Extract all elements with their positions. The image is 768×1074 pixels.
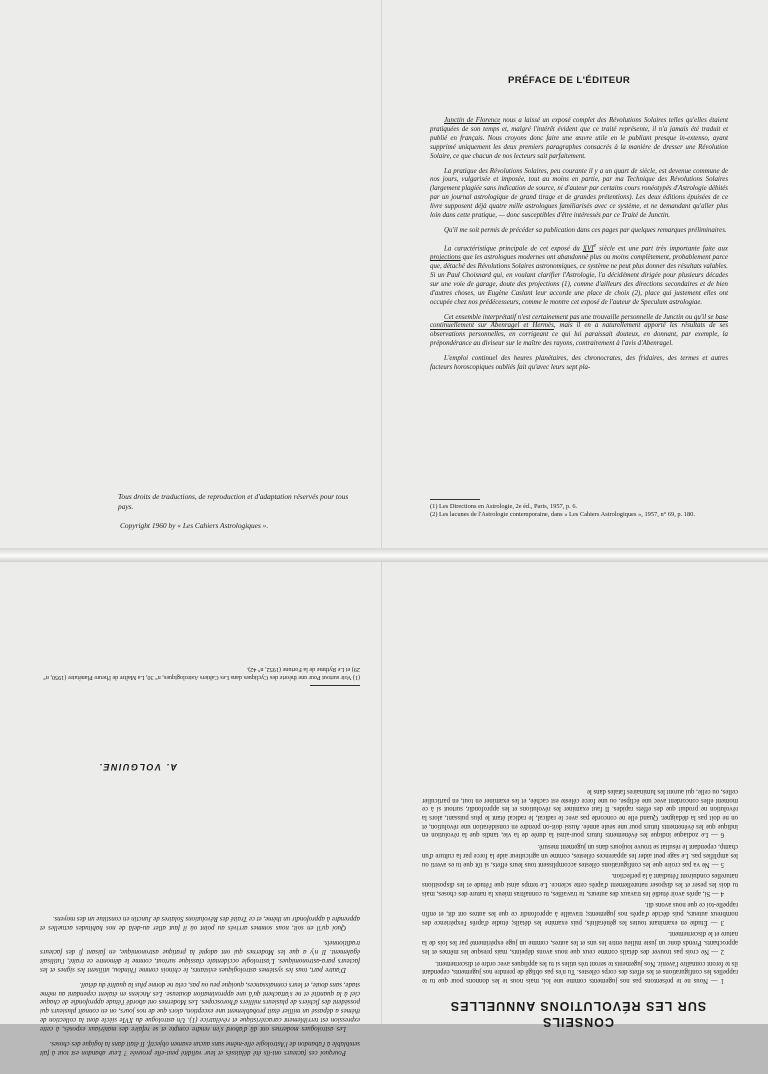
rule-paragraph: 4 — Si, après avoir étudié les travaux des auteurs, tu travailles, tu connaîtras mieux la nature des choses, mais tu dois les peser et les disposer naturellement d'après cette science. Le temps ainsi que l'étude et les dispositions naturelles conduiront l'étudiant à la perfection. xyxy=(422,872,738,897)
page-bottom-right-inverted xyxy=(384,562,768,1074)
preface-paragraph: La caractéristique principale de cet exposé du XVIe siècle est une part très importante faite aux projections que les astrologues modernes ont abandonné plus ou moins complètement, probablement parce que, détaché des Révolutions Solaires astronomiques, ce système ne peut plus donner des résultats valables. Si un Paul Choisnard qui, en voulant clarifier l'Astrologie, l'a décidément dirigée pour plusieurs décades sur une voie de garage, doute des projections (1), comme d'ailleurs des directions secondaires et de bien d'autres choses, un Eugène Caslant leur accorde une place de choix (2), place qui justement elles ont occupée chez nos prédécesseurs, comme le montre cet exposé de l'auteur de Speculum astrologiae. xyxy=(430,242,728,306)
preface-paragraph: Junctin de Florence nous a laissé un exposé complet des Révolutions Solaires telles qu'elles étaient pratiquées de son temps et, malgré l'intérêt évident que ce traité représente, il n'a jamais été traduit et publié en français. Nous croyons donc faire une œuvre utile en le publiant presque in-extenso, ayant supprimé uniquement les deux premiers paragraphes consacrés à la manière de dresser une Révolution Solaire, ce que chacun de nos lecteurs sait parfaitement. xyxy=(430,117,728,160)
footnote-rule xyxy=(310,685,360,686)
copyright-line: Copyright 1960 by « Les Cahiers Astrologiques ». xyxy=(120,521,269,530)
signature: A. VOLGUINE. xyxy=(97,762,177,772)
preface-paragraph: Qu'il me soit permis de précéder sa publication dans ces pages par quelques remarques préliminaires. xyxy=(444,226,727,234)
author-name: Junctin de Florence xyxy=(444,117,501,124)
page-top-right xyxy=(384,0,768,519)
rights-notice xyxy=(118,492,354,531)
footnote: (2) Les lacunes de l'Astrologie contemporaine, dans « Les Cahiers Astrologiques », 1957, n° 69, p. 180. xyxy=(430,511,695,519)
conseils-title xyxy=(428,998,728,1030)
continuation-paragraph: Les astrologues modernes ont dû d'abord s'en rendre compte et se refaire des matériaux exposés, à cette expression est terriblement caractéristique et révélatrice (1). Un astrologue du XVIe siècle dont la collection de thèmes a dépassé un millier était probablement une exception, alors que de nos jours, on en connaît plusieurs qui possèdent des fichiers de plusieurs milliers d'horoscopes. Les Modernes ont abordé l'étude approfondie de chaque ciel à la quantité et ne s'attachent qu'à une approximation douteuse. Les Anciens en étaient cependant au même stade, sans doute, et leurs connaissances, quoique peu ou pas, cela ne donne plus la qualité du détail. xyxy=(40,980,360,1033)
preface-body xyxy=(430,117,728,379)
rule-paragraph: 6 — Le zodiaque indique les événements futurs pour-ainsi la durée de la vie, tandis que la révolution en indique que les événements futurs pour une seule année. Aussi doit-on prendre en considération une révolution, et on ne doit pas la dédaigner. Quand elle ne concorde pas avec le radical, le radical étant le plus puissant, alors la révolution ne produit que des effets rapides. Il faut examiner les révolutions et les approfondir, surtout si à ce moment elles concordent avec une éclipse, ou une force céleste est cachée, et les examiner en tout, en particulier celles, ou celle, qui auront les luminaires fatales dans le xyxy=(422,787,738,839)
conseils-body xyxy=(422,783,738,984)
preface-paragraph: La pratique des Révolutions Solaires, peu courante il y a un quart de siècle, est devenue commune de nos jours, vulgarisée et imposée, tout au moins en partie, par ma Technique des Révolutions Solaires (largement plagiée sans indication de source, ni d'auteur par certains cours ronéotypés d'Astrologie débités par un journal astrologique de grand tirage et de grandes prétentions). Les deux éditions épuisées de ce livre supposent déjà quatre mille astrologues familiarisés avec ce système, et ne demandant qu'aller plus loin dans cette pratique, — donc susceptibles d'être intéressés par ce Traité de Junctin. xyxy=(430,167,728,220)
footnotes xyxy=(430,503,728,519)
conseils-subheading: SUR LES RÉVOLUTIONS ANNUELLES xyxy=(449,999,707,1013)
preface-continuation xyxy=(40,907,360,1056)
page-bottom-left-inverted xyxy=(0,562,384,1074)
rights-text: Tous droits de traductions, de reproduction et d'adaptation réservés pour tous pays. xyxy=(118,492,349,511)
rule-paragraph: 2 — Ne crois pas trouver des détails comme ceux que nous avons dépeints, mais presque les mêmes et les approchants. Prends donc un juste milieu entre les uns et les autres, comme un juge expérimenté par les lois de la nature et le discernement. xyxy=(422,930,738,955)
preface-title: PRÉFACE DE L'ÉDITEUR xyxy=(508,75,631,86)
footnote: (1) Les Directions en Astrologie, 2e éd., Paris, 1957, p. 6. xyxy=(430,503,578,510)
rule-paragraph: 3 — Étudie en examinant toutes les généralités, puis examine les détails; étudie d'après l'expérience des nombreux auteurs, puis décide d'après nos jugements; travaille à approfondir ce que les autres ont dit, et enfin rappelle-toi ce que nous avons dit. xyxy=(422,901,738,926)
horizontal-fold xyxy=(0,548,768,562)
preface-paragraph: Cet ensemble interprétatif n'est certainement pas une trouvaille personnelle de Junctin ou qu'il se base continuellement sur Abenragel et Hermès, mais il en a naturellement apporté les résultats de ses observations personnelles, en corrigeant ce qui lui paraissait douteux, en donnant, par exemple, la prépondérance au diviseur sur le maître des rayons, contrairement à l'avis d'Abenragel. xyxy=(430,313,728,348)
footnote-rule xyxy=(430,499,480,500)
preface-paragraph: L'emploi continuel des heures planétaires, des chronocrates, des fridaires, des termes et autres facteurs horoscopiques oubliés fait qu'avec leurs sept pla- xyxy=(430,355,728,372)
conseils-heading: CONSEILS xyxy=(542,1015,614,1029)
footnote: (1) Voir surtout Pour une théorie des Cycliques dans Les Cahiers Astrologiques, n° 30, La Maître de l'heure Planétaire (1950, n° 29) et Le Rythme de la Fortune (1952, n° 42). xyxy=(43,666,360,681)
underlined-passage: Cet ensemble interprétatif n'est certainement pas une trouvaille personnelle de Junctin ou qu'il se base continuellement sur Abenragel et Hermès xyxy=(430,313,728,330)
continuation-paragraph: Pourquoi ces facteurs ont-ils été délaissés et leur validité peut-elle prouvée ? Leur abandon est tout à fait semblable à l'abandon de l'Astrologie elle-même sans aucun examen objectif. Il était dans la logique des choses. xyxy=(40,1040,360,1056)
continuation-paragraph: D'autre part, tous les systèmes astrologiques existants, le chinois comme l'hindou, utilisent les signes et les facteurs para-astronomiques. L'astrologie occidentale classique surtout, comme le démontre ce traité, l'utilisait également. Il n'y a que les Modernes qui ont adopté la pratique astronomique, en faisant fi des facteurs traditionnels. xyxy=(40,939,360,973)
continuation-paragraph: Quoi qu'il en soit, nous sommes arrivés au point où il faut aller au-delà de nos habitudes actuelles et apprendre à approfondir un thème, et ce Traité des Révolutions Solaires de Junctin en constitue un des moyens. xyxy=(40,915,360,932)
rule-paragraph: 5 — Ne va pas croire que les configurations célestes accomplissent tous leurs effets, si tôt que tu es averti ou les amplifies pas. Le sage peut aider les apparences célestes, comme un agriculteur aide la force par la culture d'un champ, cependant le résultat se trouve toujours dans un jugement mesuré. xyxy=(422,843,738,868)
page-top-left xyxy=(0,0,384,530)
rule-paragraph: 1 — Nous ne te présentons pas nos jugements comme une loi, mais nous te les donnons pour que tu te rappelles les configurations et les effets des corps célestes. Tu n'es pas obligé de prendre nos jugements, cependant ils te feront connaître l'avenir. Nos jugements te seront très utiles si tu les appliques avec ordre et discernement. xyxy=(422,959,738,984)
